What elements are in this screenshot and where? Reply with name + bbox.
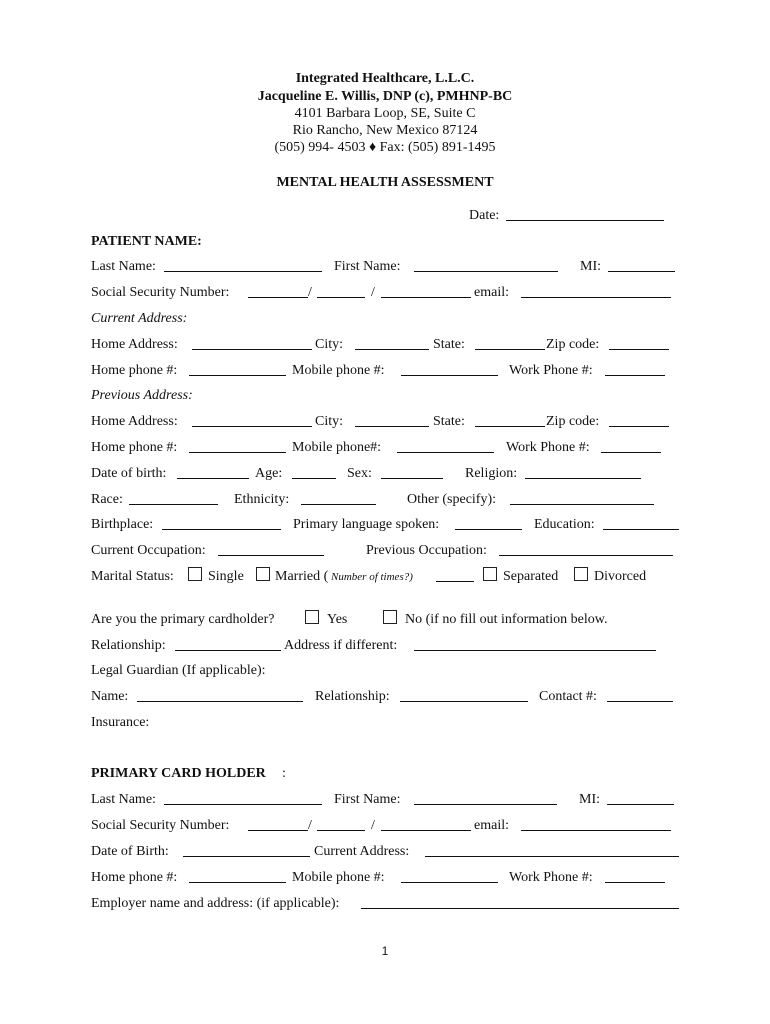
current-occupation-label: Current Occupation: (91, 543, 206, 558)
relationship-field[interactable] (175, 650, 281, 651)
date-field[interactable] (506, 220, 664, 221)
married-label: Married ( (275, 569, 329, 584)
ssn-label: Social Security Number: (91, 285, 230, 300)
primary-work-phone-field[interactable] (605, 882, 665, 883)
primary-ssn-slash-2: / (371, 818, 375, 833)
prev-zip-label: Zip code: (546, 414, 600, 429)
org-name: Integrated Healthcare, L.L.C. (295, 71, 475, 86)
primary-email-label: email: (474, 818, 509, 833)
current-phone-row (91, 361, 680, 381)
form-title: MENTAL HEALTH ASSESSMENT (276, 175, 494, 190)
separated-label: Separated (503, 569, 559, 584)
guardian-contact-label: Contact #: (539, 689, 597, 704)
primary-dob-label: Date of Birth: (91, 844, 169, 859)
relationship-row (91, 636, 680, 656)
ssn-field-3[interactable] (381, 297, 471, 298)
birthplace-label: Birthplace: (91, 517, 154, 532)
current-occupation-field[interactable] (218, 555, 324, 556)
primary-mobile-phone-label: Mobile phone #: (292, 870, 385, 885)
current-address-label: Current Address: (91, 311, 188, 326)
dob-row (91, 464, 680, 484)
age-field[interactable] (292, 478, 336, 479)
primary-employer-row (91, 894, 680, 914)
current-address-heading (91, 309, 680, 329)
race-row (91, 490, 680, 510)
city-label: City: (315, 337, 344, 352)
primary-ssn-row (91, 816, 680, 836)
race-label: Race: (91, 492, 123, 507)
date-row (91, 206, 680, 226)
patient-heading (91, 232, 680, 252)
state-field[interactable] (475, 349, 545, 350)
yes-label: Yes (327, 612, 348, 627)
email-label: email: (474, 285, 509, 300)
birthplace-field[interactable] (162, 529, 281, 530)
guardian-contact-field[interactable] (607, 701, 673, 702)
phone-text: (505) 994- 4503 (274, 140, 366, 155)
guardian-label: Legal Guardian (If applicable): (91, 663, 266, 678)
home-address-field[interactable] (192, 349, 312, 350)
primary-ssn-field-2[interactable] (317, 830, 365, 831)
prev-home-address-field[interactable] (192, 426, 312, 427)
date-label: Date: (469, 208, 500, 223)
address-line-1: 4101 Barbara Loop, SE, Suite C (294, 106, 476, 121)
divorced-checkbox[interactable] (574, 567, 588, 587)
primary-mobile-phone-field[interactable] (401, 882, 498, 883)
guardian-details-row (91, 687, 680, 707)
primary-heading: PRIMARY CARD HOLDER (91, 766, 266, 781)
primary-phone-row (91, 868, 680, 888)
primary-dob-row (91, 842, 680, 862)
last-name-label: Last Name: (91, 259, 156, 274)
work-phone-field[interactable] (605, 375, 665, 376)
prev-work-phone-field[interactable] (601, 452, 661, 453)
previous-home-address-row (91, 412, 680, 432)
primary-home-phone-label: Home phone #: (91, 870, 178, 885)
other-label: Other (specify): (407, 492, 497, 507)
primary-employer-label: Employer name and address: (if applicable): (91, 896, 340, 911)
birthplace-row (91, 515, 680, 535)
prev-city-label: City: (315, 414, 344, 429)
prev-home-address-label: Home Address: (91, 414, 178, 429)
primary-last-name-label: Last Name: (91, 792, 156, 807)
home-phone-label: Home phone #: (91, 363, 178, 378)
zip-label: Zip code: (546, 337, 600, 352)
divorced-label: Divorced (594, 569, 647, 584)
prev-home-phone-field[interactable] (189, 452, 286, 453)
primary-ssn-slash-1: / (308, 818, 312, 833)
primary-employer-field[interactable] (361, 908, 679, 909)
primary-mi-label: MI: (579, 792, 600, 807)
current-home-address-row (91, 335, 680, 355)
no-label: No (if no fill out information below. (405, 612, 608, 627)
guardian-name-field[interactable] (137, 701, 303, 702)
no-checkbox[interactable] (383, 610, 397, 630)
mi-label: MI: (580, 259, 601, 274)
primary-work-phone-label: Work Phone #: (509, 870, 593, 885)
prev-zip-field[interactable] (609, 426, 669, 427)
ethnicity-label: Ethnicity: (234, 492, 290, 507)
prev-mobile-phone-label: Mobile phone#: (292, 440, 382, 455)
religion-field[interactable] (525, 478, 641, 479)
ssn-slash-1: / (308, 285, 312, 300)
primary-ssn-field-1[interactable] (248, 830, 308, 831)
primary-current-address-label: Current Address: (314, 844, 410, 859)
education-label: Education: (534, 517, 595, 532)
cardholder-question-row (91, 610, 680, 630)
prev-city-field[interactable] (355, 426, 429, 427)
mobile-phone-field[interactable] (401, 375, 498, 376)
home-phone-field[interactable] (189, 375, 286, 376)
primary-last-name-field[interactable] (164, 804, 322, 805)
first-name-label: First Name: (334, 259, 401, 274)
mi-field[interactable] (608, 271, 675, 272)
email-field[interactable] (521, 297, 671, 298)
patient-ssn-row (91, 283, 680, 303)
religion-label: Religion: (465, 466, 518, 481)
patient-heading-text: PATIENT NAME: (91, 234, 202, 249)
guardian-relationship-label: Relationship: (315, 689, 390, 704)
dob-field[interactable] (177, 478, 249, 479)
marital-status-row (91, 567, 680, 587)
dob-label: Date of birth: (91, 466, 167, 481)
language-label: Primary language spoken: (293, 517, 440, 532)
primary-home-phone-field[interactable] (189, 882, 286, 883)
primary-ssn-field-3[interactable] (381, 830, 471, 831)
page-number: 1 (381, 944, 389, 958)
primary-email-field[interactable] (521, 830, 671, 831)
last-name-field[interactable] (164, 271, 322, 272)
sex-label: Sex: (347, 466, 372, 481)
married-times-field[interactable] (436, 581, 474, 582)
address-diff-label: Address if different: (284, 638, 398, 653)
sex-field[interactable] (381, 478, 443, 479)
fax-text: Fax: (505) 891-1495 (379, 140, 496, 155)
diamond-icon: ♦ (368, 140, 377, 155)
married-times-hint: Number of times?) (331, 571, 413, 583)
mobile-phone-label: Mobile phone #: (292, 363, 385, 378)
prev-work-phone-label: Work Phone #: (506, 440, 590, 455)
ssn-field-2[interactable] (317, 297, 365, 298)
primary-current-address-field[interactable] (425, 856, 679, 857)
previous-occupation-label: Previous Occupation: (366, 543, 487, 558)
previous-address-heading (91, 386, 680, 406)
language-field[interactable] (455, 529, 522, 530)
primary-ssn-label: Social Security Number: (91, 818, 230, 833)
prev-home-phone-label: Home phone #: (91, 440, 178, 455)
prev-mobile-phone-field[interactable] (397, 452, 494, 453)
relationship-label: Relationship: (91, 638, 166, 653)
age-label: Age: (255, 466, 283, 481)
insurance-label: Insurance: (91, 715, 150, 730)
ssn-slash-2: / (371, 285, 375, 300)
occupation-row (91, 541, 680, 561)
prev-state-field[interactable] (475, 426, 545, 427)
previous-address-label: Previous Address: (91, 388, 193, 403)
address-line-2: Rio Rancho, New Mexico 87124 (292, 123, 478, 138)
race-field[interactable] (129, 504, 218, 505)
previous-phone-row (91, 438, 680, 458)
other-field[interactable] (510, 504, 654, 505)
primary-first-name-label: First Name: (334, 792, 401, 807)
prev-state-label: State: (433, 414, 465, 429)
previous-occupation-field[interactable] (499, 555, 673, 556)
first-name-field[interactable] (414, 271, 558, 272)
ssn-field-1[interactable] (248, 297, 308, 298)
separated-checkbox[interactable] (483, 567, 497, 587)
patient-name-row (91, 257, 680, 277)
home-address-label: Home Address: (91, 337, 178, 352)
education-field[interactable] (603, 529, 679, 530)
guardian-relationship-field[interactable] (400, 701, 528, 702)
primary-dob-field[interactable] (183, 856, 310, 857)
guardian-name-label: Name: (91, 689, 129, 704)
yes-checkbox[interactable] (305, 610, 319, 630)
primary-heading-row (91, 764, 680, 784)
provider-name: Jacqueline E. Willis, DNP (c), PMHNP-BC (257, 89, 513, 104)
single-label: Single (208, 569, 244, 584)
address-diff-field[interactable] (414, 650, 656, 651)
zip-field[interactable] (609, 349, 669, 350)
primary-first-name-field[interactable] (414, 804, 557, 805)
city-field[interactable] (355, 349, 429, 350)
guardian-row (91, 661, 680, 681)
contact-line (0, 139, 770, 156)
married-checkbox[interactable] (256, 567, 270, 587)
state-label: State: (433, 337, 465, 352)
primary-name-row (91, 790, 680, 810)
marital-status-label: Marital Status: (91, 569, 174, 584)
ethnicity-field[interactable] (301, 504, 376, 505)
cardholder-question: Are you the primary cardholder? (91, 612, 275, 627)
single-checkbox[interactable] (188, 567, 202, 587)
work-phone-label: Work Phone #: (509, 363, 593, 378)
insurance-row (91, 713, 680, 733)
primary-mi-field[interactable] (607, 804, 674, 805)
primary-heading-colon: : (282, 766, 286, 781)
